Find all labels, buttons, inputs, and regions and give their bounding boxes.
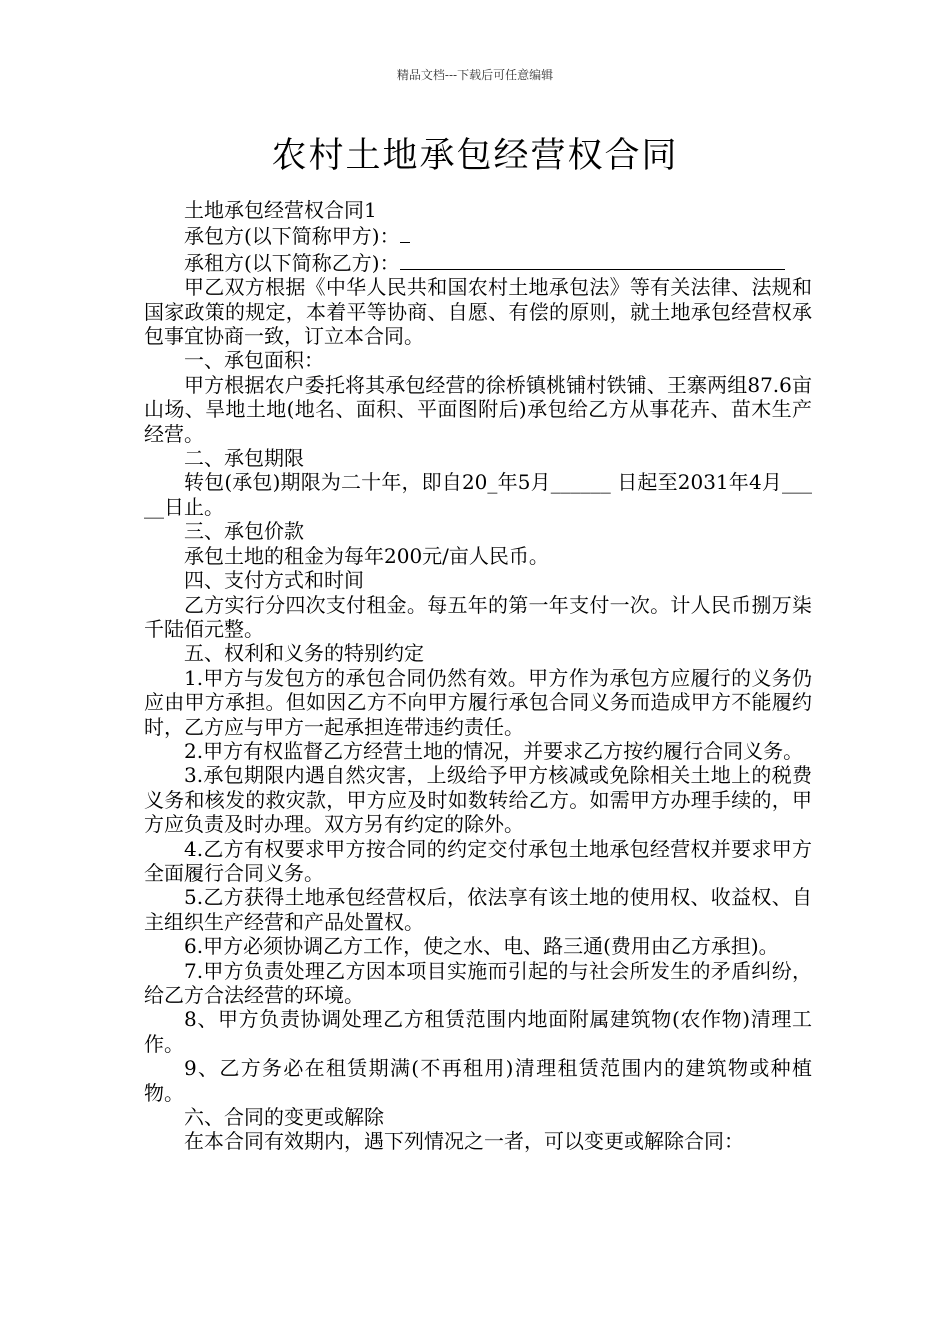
section-6-heading: 六、合同的变更或解除 — [184, 1105, 384, 1130]
section-2-heading: 二、承包期限 — [184, 446, 304, 471]
page-header-note: 精品文档---下载后可任意编辑 — [396, 68, 554, 82]
section-6-body: 在本合同有效期内，遇下列情况之一者，可以变更或解除合同： — [184, 1129, 744, 1154]
section-5-heading: 五、权利和义务的特别约定 — [184, 641, 424, 666]
section-3-body: 承包土地的租金为每年200元/亩人民币。 — [184, 543, 549, 568]
section-3-heading: 三、承包价款 — [184, 519, 304, 544]
party-a-line — [144, 222, 812, 248]
intro-paragraph: 甲乙双方根据《中华人民共和国农村土地承包法》等有关法律、法规和国家政策的规定，本着平等协商、自愿、有偿的原则，就土地承包经营权承包事宜协商一致，订立本合同。 — [144, 275, 812, 349]
document-title: 农村土地承包经营权合同 — [271, 136, 679, 176]
section-5-item-5: 5.乙方获得土地承包经营权后，依法享有该土地的使用权、收益权、自主组织生产经营和产品处置权。 — [144, 885, 812, 934]
section-1-body: 甲方根据农户委托将其承包经营的徐桥镇桃铺村铁铺、王寨两组87.6亩山场、旱地土地(地名、面积、平面图附后)承包给乙方从事花卉、苗木生产经营。 — [144, 372, 812, 446]
section-1-heading: 一、承包面积： — [184, 348, 324, 373]
party-b-blank — [400, 249, 785, 270]
contract-subtitle: 土地承包经营权合同1 — [184, 198, 377, 222]
section-2-body: 转包(承包)期限为二十年，即自20_年5月______ 日起至2031年4月_____日止。 — [144, 470, 812, 519]
section-4-body: 乙方实行分四次支付租金。每五年的第一年支付一次。计人民币捌万柒千陆佰元整。 — [144, 592, 812, 641]
contract-body — [144, 198, 812, 1154]
section-5-item-4: 4.乙方有权要求甲方按合同的约定交付承包土地承包经营权并要求甲方全面履行合同义务。 — [144, 836, 812, 885]
section-5-item-9: 9、乙方务必在租赁期满(不再租用)清理租赁范围内的建筑物或种植物。 — [144, 1056, 812, 1105]
party-a-blank — [400, 222, 410, 243]
section-5-item-8: 8、甲方负责协调处理乙方租赁范围内地面附属建筑物(农作物)清理工作。 — [144, 1007, 812, 1056]
section-4-heading: 四、支付方式和时间 — [184, 568, 364, 593]
section-5-item-6: 6.甲方必须协调乙方工作，使之水、电、路三通(费用由乙方承担)。 — [184, 934, 779, 959]
section-5-item-2: 2.甲方有权监督乙方经营土地的情况，并要求乙方按约履行合同义务。 — [184, 738, 804, 763]
section-5-item-3: 3.承包期限内遇自然灾害，上级给予甲方核减或免除相关土地上的税费义务和核发的救灾款，甲方应及时如数转给乙方。如需甲方办理手续的，甲方应负责及时办理。双方另有约定的除外。 — [144, 763, 812, 837]
section-5-item-7: 7.甲方负责处理乙方因本项目实施而引起的与社会所发生的矛盾纠纷，给乙方合法经营的环境。 — [144, 958, 812, 1007]
section-5-item-1: 1.甲方与发包方的承包合同仍然有效。甲方作为承包方应履行的义务仍应由甲方承担。但如因乙方不向甲方履行承包合同义务而造成甲方不能履约时，乙方应与甲方一起承担连带违约责任。 — [144, 665, 812, 739]
party-b-label: 承租方(以下简称乙方)： — [184, 250, 400, 275]
party-b-line — [144, 249, 812, 275]
party-a-label: 承包方(以下简称甲方)： — [184, 224, 400, 249]
